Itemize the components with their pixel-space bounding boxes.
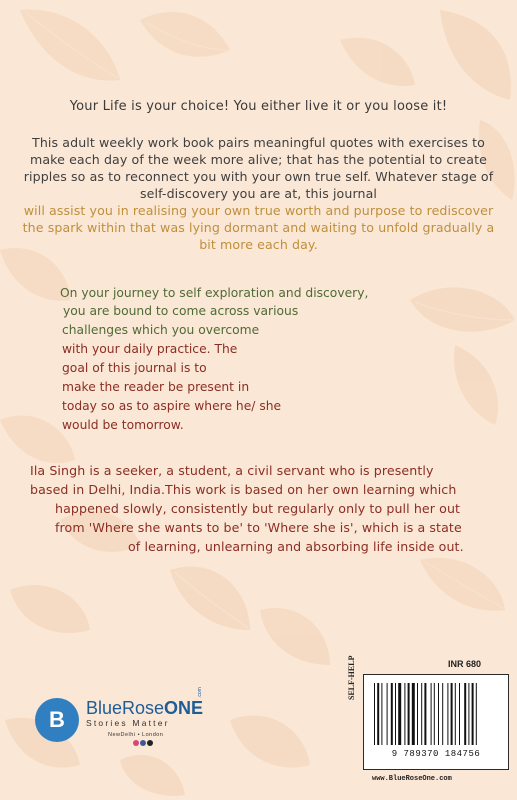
barcode-bar: [451, 683, 453, 745]
bio-line: happened slowly, consistently but regularly only to pull her out: [55, 501, 461, 516]
quote-line: challenges which you overcome: [62, 323, 260, 337]
barcode-bar: [404, 683, 405, 745]
barcode-icon: [364, 675, 508, 749]
barcode-bar: [412, 683, 415, 745]
barcode-bar: [468, 683, 469, 745]
facebook-icon: [140, 740, 146, 746]
quote-line: make the reader be present in: [62, 380, 250, 394]
publisher-dotcom: .com: [197, 687, 203, 698]
barcode-bar: [442, 683, 443, 745]
tagline: Your Life is your choice! You either live it or you loose it!: [69, 99, 448, 114]
publisher-name-part1: BlueRose: [86, 698, 165, 718]
intro-paragraph-part1: This adult weekly work book pairs meaningful quotes with exercises to make each day of the week more alive; that has the potential to create ripples so as to reconnect you with your own true self. Whatever stage of self-discovery you are at, this journal: [23, 135, 494, 201]
isbn-barcode: [363, 674, 509, 770]
barcode-bar: [387, 683, 388, 745]
publisher-name-part2: ONE: [164, 698, 204, 718]
barcode-bar: [476, 683, 477, 745]
price-label: INR 680: [448, 659, 482, 669]
barcode-bar: [431, 683, 432, 745]
bio-line: Ila Singh is a seeker, a student, a civil servant who is presently: [30, 463, 434, 478]
publisher-name: [86, 698, 203, 719]
barcode-bar: [455, 683, 456, 745]
quote-line: goal of this journal is to: [62, 361, 207, 375]
isbn-number: 9 789370 184756: [391, 749, 481, 759]
intro-paragraph-part2: will assist you in realising your own true worth and purpose to rediscover the spark within that was lying dormant and waiting to unfold gradually a bit more each day.: [22, 203, 495, 252]
social-icons: [133, 740, 153, 746]
barcode-bar: [408, 683, 410, 745]
barcode-bar: [391, 683, 393, 745]
x-icon: [147, 740, 153, 746]
barcode-bar: [434, 683, 435, 745]
barcode-bar: [421, 683, 422, 745]
quote-line: with your daily practice. The: [62, 342, 238, 356]
barcode-bar: [472, 683, 474, 745]
barcode-bar: [395, 683, 396, 745]
barcode-bar: [417, 683, 418, 745]
quote-line: today so as to aspire where he/ she: [62, 399, 282, 413]
instagram-icon: [133, 740, 139, 746]
bio-line: of learning, unlearning and absorbing life inside out.: [128, 539, 464, 554]
barcode-bar: [377, 683, 379, 745]
quote-line: would be tomorrow.: [62, 418, 184, 432]
barcode-bar: [438, 683, 439, 745]
quote-line: On your journey to self exploration and discovery,: [60, 286, 369, 300]
barcode-bar: [464, 683, 466, 745]
bio-line: from 'Where she wants to be' to 'Where she is', which is a state: [55, 520, 462, 535]
barcode-bar: [374, 683, 375, 745]
barcode-bar: [424, 683, 426, 745]
genre-label: SELF-HELP: [347, 655, 356, 700]
barcode-bar: [447, 683, 448, 745]
publisher-website: www.BlueRoseOne.com: [372, 775, 452, 783]
publisher-locations: NewDelhi • London: [108, 732, 164, 738]
barcode-bar: [398, 683, 401, 745]
publisher-tagline: Stories Matter: [86, 718, 170, 728]
publisher-logo-icon: [35, 698, 79, 742]
quote-line: you are bound to come across various: [63, 304, 299, 318]
barcode-bar: [381, 683, 382, 745]
barcode-bar: [459, 683, 460, 745]
publisher-logo-letter: B: [49, 707, 65, 732]
bio-line: based in Delhi, India.This work is based on her own learning which: [30, 482, 457, 497]
